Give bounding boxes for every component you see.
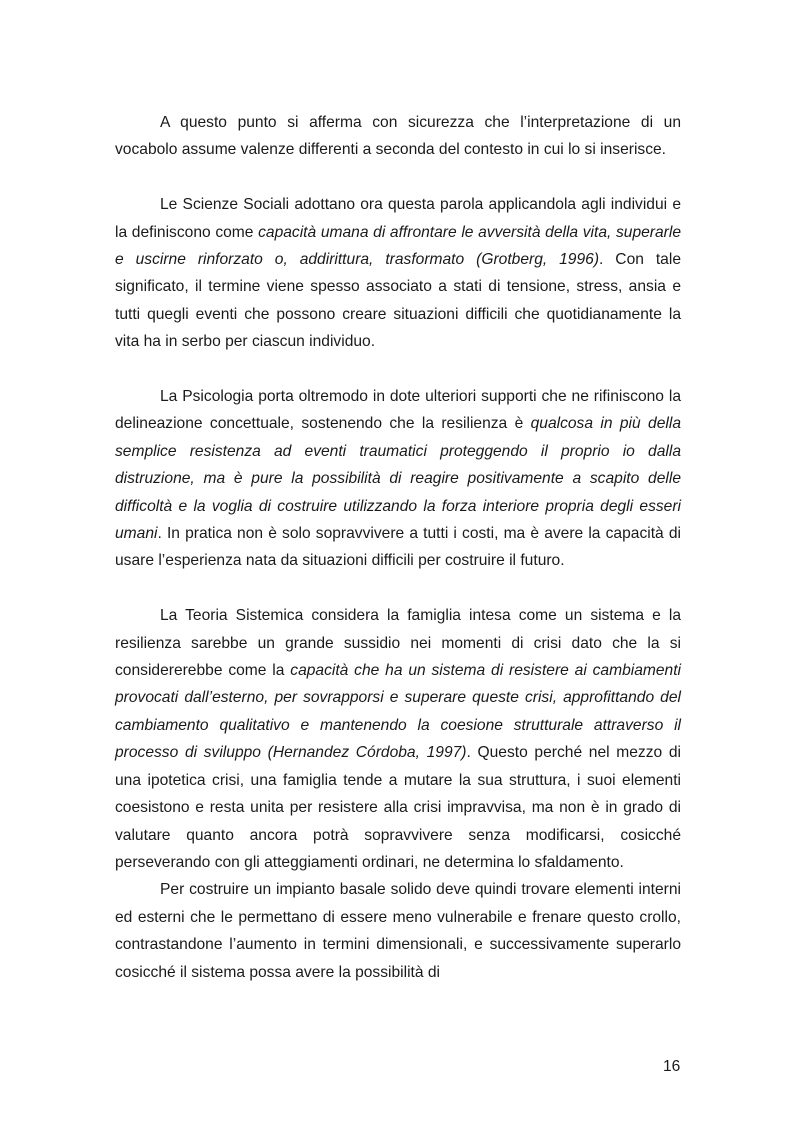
paragraph-impianto-basale [115,876,681,986]
text-run: Le Scienze Sociali adottano ora questa parola applicandola agli individui e la definiscono come [115,196,681,241]
paragraph-interpretazione [115,109,681,164]
italic-definition: qualcosa in più della semplice resistenza ad eventi traumatici proteggendo il proprio io dalla distruzione, ma è pure la possibilità di reagire positivamente a scapito delle difficoltà e la voglia di costruire utilizzando la forza interiore propria degli esseri umani [115,415,681,543]
paragraph-psicologia [115,383,681,575]
italic-definition: capacità che ha un sistema di resistere ai cambiamenti provocati dall’esterno, per sovrapporsi e superare queste crisi, approfittando del cambiamento qualitativo e mantenendo la coesione strutturale attraverso il processo di sviluppo (Hernandez Córdoba, 1997) [115,662,682,762]
page-number: 16 [663,1058,681,1075]
paragraph-teoria-sistemica [115,602,681,876]
text-run: Per costruire un impianto basale solido deve quindi trovare elementi interni ed esterni che le permettano di essere meno vulnerabile e frenare questo crollo, contrastandone l’aumento in termini dimensionali, e successivamente superarlo cosicché il sistema possa avere la possibilità di [115,881,681,981]
text-run: La Psicologia porta oltremodo in dote ulteriori supporti che ne rifiniscono la delineazione concettuale, sostenendo che la resilienza è [115,388,681,433]
paragraph-scienze-sociali [115,191,681,355]
document-page [115,109,681,986]
text-run: La Teoria Sistemica considera la famiglia intesa come un sistema e la resilienza sarebbe un grande sussidio nei momenti di crisi dato che la si considererebbe come la [115,607,681,680]
text-run: A questo punto si afferma con sicurezza che l’interpretazione di un vocabolo assume valenze differenti a seconda del contesto in cui lo si inserisce. [115,114,681,159]
text-run: . Questo perché nel mezzo di una ipotetica crisi, una famiglia tende a mutare la sua struttura, i suoi elementi coesistono e resta unita per resistere alla crisi impravvisa, ma non è in grado di valutare quanto ancora potrà sopravvivere senza modificarsi, cosicché perseverando con gli atteggiamenti ordinari, ne determina lo sfaldamento. [115,744,681,871]
italic-definition: capacità umana di affrontare le avversità della vita, superarle e uscirne rinforzato o, addirittura, trasformato (Grotberg, 1996) [115,223,681,269]
text-run: . In pratica non è solo sopravvivere a tutti i costi, ma è avere la capacità di usare l’esperienza nata da situazioni difficili per costruire il futuro. [115,525,681,570]
text-run: . Con tale significato, il termine viene spesso associato a stati di tensione, stress, ansia e tutti quegli eventi che possono creare situazioni difficili che quotidianamente la vita ha in serbo per ciascun individuo. [115,251,681,351]
